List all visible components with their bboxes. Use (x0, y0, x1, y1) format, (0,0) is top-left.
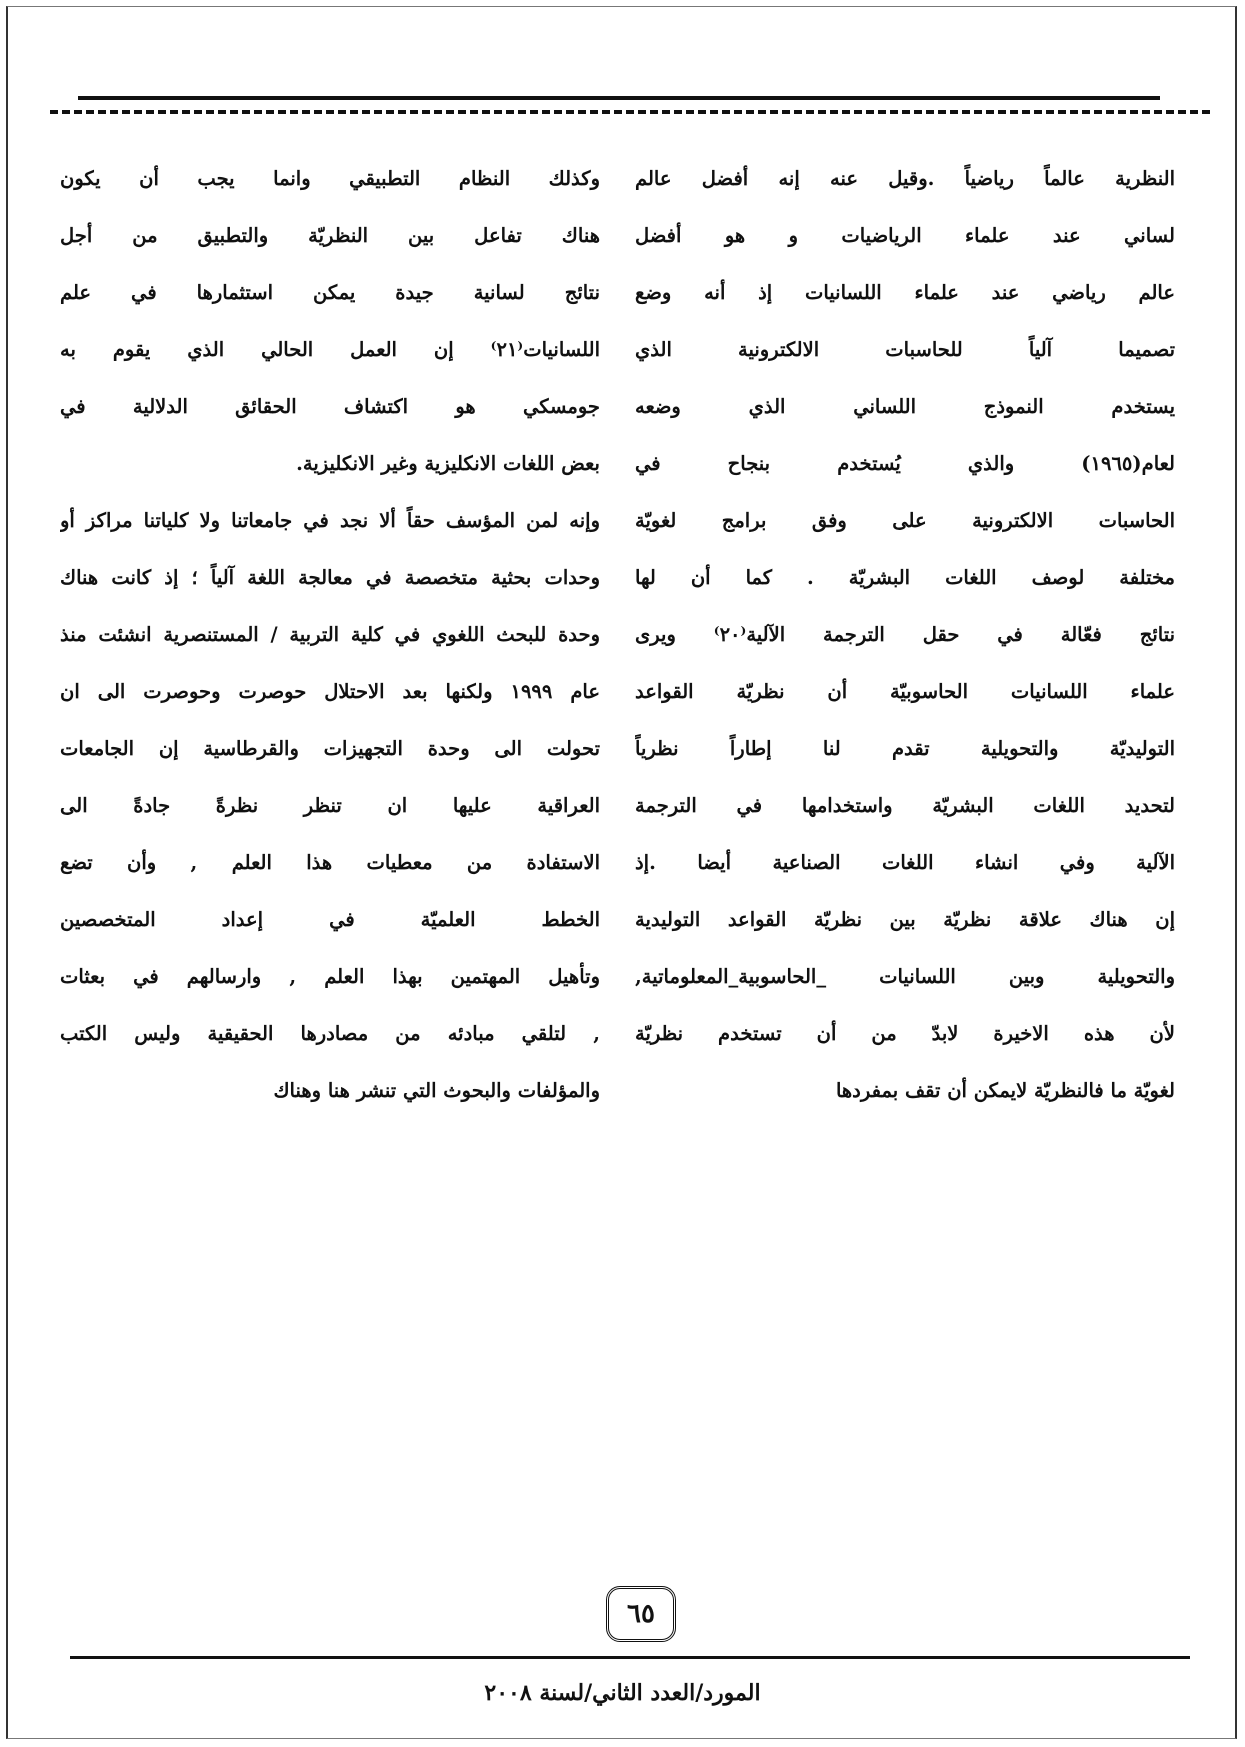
text-line: لعام(١٩٦٥) والذي يُستخدم بنجاح في (635, 452, 1175, 475)
page-number (606, 1586, 676, 1642)
text-line: وحدات بحثية متخصصة في معالجة اللغة آلياً ؛ إذ كانت هناك (60, 566, 600, 589)
text-line: عام ١٩٩٩ ولكنها بعد الاحتلال حوصرت وحوصرت الى ان (60, 680, 600, 703)
text-line: لساني عند علماء الرياضيات و هو أفضل (635, 224, 1175, 247)
text-line: وإنه لمن المؤسف حقاً ألا نجد في جامعاتنا ولا كلياتنا مراكز أو (60, 509, 600, 532)
text-line: اللسانيات⁽٢١⁾ إن العمل الحالي الذي يقوم به (60, 338, 600, 361)
text-line: هناك تفاعل بين النظريّة والتطبيق من أجل (60, 224, 600, 247)
text-line: والتحويلية وبين اللسانيات _الحاسوبية_المعلوماتية, (635, 965, 1175, 988)
text-line: والمؤلفات والبحوث التي تنشر هنا وهناك (273, 1079, 600, 1102)
text-line: جومسكي هو اكتشاف الحقائق الدلالية في (60, 395, 600, 418)
text-line: الخطط العلميّة في إعداد المتخصصين (60, 908, 600, 931)
text-line: تصميما آلياً للحاسبات الالكترونية الذي (635, 338, 1175, 361)
text-line: لأن هذه الاخيرة لابدّ من أن تستخدم نظريّة (635, 1022, 1175, 1045)
text-line: مختلفة لوصف اللغات البشريّة . كما أن لها (635, 566, 1175, 589)
text-line: نتائج فعّالة في حقل الترجمة الآلية⁽٢٠⁾ ويرى (635, 623, 1175, 646)
text-line: وتأهيل المهتمين بهذا العلم , وارسالهم في بعثات (60, 965, 600, 988)
text-line: يستخدم النموذج اللساني الذي وضعه (635, 395, 1175, 418)
page-number-text: ٦٥ (627, 1599, 655, 1629)
text-line: لغويّة ما فالنظريّة لايمكن أن تقف بمفردها (835, 1079, 1175, 1102)
journal-footer: المورد/العدد الثاني/لسنة ٢٠٠٨ (484, 1680, 761, 1706)
text-line: الاستفادة من معطيات هذا العلم , وأن تضع (60, 851, 600, 874)
text-line: النظرية عالماً رياضياً .وقيل عنه إنه أفضل عالم (635, 167, 1175, 190)
text-line: العراقية عليها ان تنظر نظرةً جادةً الى (60, 794, 600, 817)
text-line: إن هناك علاقة نظريّة بين نظريّة القواعد التوليدية (635, 908, 1175, 931)
text-line: لتحديد اللغات البشريّة واستخدامها في الترجمة (635, 794, 1175, 817)
footer-rule (70, 1656, 1190, 1659)
text-line: التوليديّة والتحويلية تقدم لنا إطاراً نظرياً (635, 737, 1175, 760)
text-line: الآلية وفي انشاء اللغات الصناعية أيضا .إذ (635, 851, 1175, 874)
right-column (635, 150, 1175, 1119)
text-line: وكذلك النظام التطبيقي وانما يجب أن يكون (60, 167, 600, 190)
text-line: عالم رياضي عند علماء اللسانيات إذ أنه وضع (635, 281, 1175, 304)
header-rule (78, 96, 1160, 100)
text-line: وحدة للبحث اللغوي في كلية التربية / المستنصرية انشئت منذ (60, 623, 600, 646)
text-line: نتائج لسانية جيدة يمكن استثمارها في علم (60, 281, 600, 304)
left-column (60, 150, 600, 1119)
text-line: بعض اللغات الانكليزية وغير الانكليزية. (296, 452, 600, 475)
text-line: الحاسبات الالكترونية على وفق برامج لغويّة (635, 509, 1175, 532)
header-dashed-rule (50, 110, 1210, 114)
text-line: تحولت الى وحدة التجهيزات والقرطاسية إن الجامعات (60, 737, 600, 760)
text-line: , لتلقي مبادئه من مصادرها الحقيقية وليس الكتب (60, 1022, 600, 1045)
text-line: علماء اللسانيات الحاسوبيّة أن نظريّة القواعد (635, 680, 1175, 703)
